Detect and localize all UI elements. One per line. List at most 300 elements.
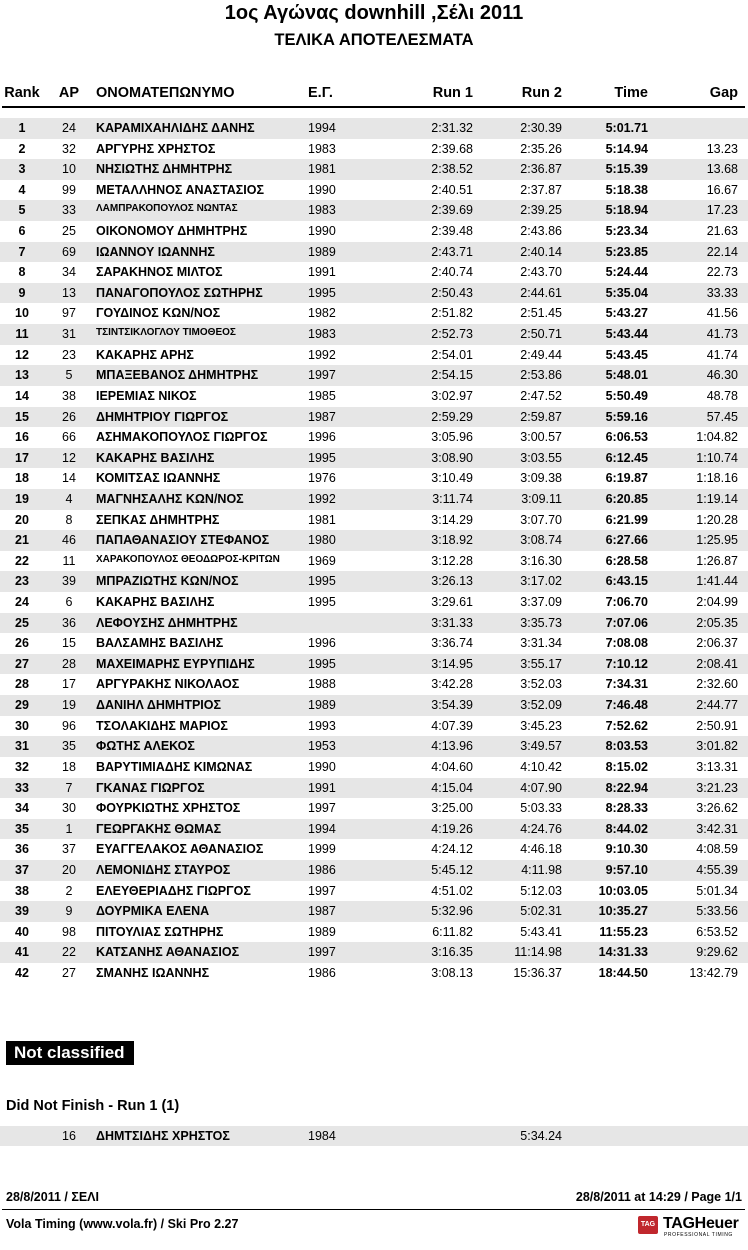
row-ap: 33 xyxy=(62,203,76,218)
row-rank: 6 xyxy=(18,224,26,239)
row-time: 5:59.16 xyxy=(605,409,648,424)
table-row xyxy=(0,530,748,551)
row-ap: 28 xyxy=(62,656,76,671)
row-rank: 39 xyxy=(15,904,29,919)
row-run2: 2:30.39 xyxy=(520,121,562,135)
row-time: 10:03.05 xyxy=(598,883,648,898)
row-run1: 3:08.90 xyxy=(431,450,473,465)
row-name: ΛΕΜΟΝΙΔΗΣ ΣΤΑΥΡΟΣ xyxy=(96,862,231,877)
row-rank: 29 xyxy=(15,698,29,713)
row-gap: 1:20.28 xyxy=(696,512,738,527)
table-row xyxy=(0,798,748,819)
row-rank: 5 xyxy=(18,203,26,218)
row-run2: 2:37.87 xyxy=(520,182,562,197)
row-ap: 24 xyxy=(62,121,76,135)
row-rank: 32 xyxy=(15,759,29,774)
row-time: 6:21.99 xyxy=(605,512,648,527)
row-run2: 3:55.17 xyxy=(520,656,562,671)
row-time: 6:27.66 xyxy=(605,533,648,548)
row-eg: 1987 xyxy=(308,409,336,424)
row-gap: 3:01.82 xyxy=(696,739,738,754)
table-row xyxy=(0,592,748,613)
row-gap: 6:53.52 xyxy=(696,924,738,939)
row-rank: 16 xyxy=(15,430,29,445)
row-run1: 3:31.33 xyxy=(431,615,473,630)
row-gap: 13.23 xyxy=(706,141,738,156)
row-run2: 2:47.52 xyxy=(520,388,562,403)
row-name: ΧΑΡΑΚΟΠΟΥΛΟΣ ΘΕΟΔΩΡΟΣ-ΚΡΙΤΩΝ xyxy=(96,553,280,565)
row-ap: 46 xyxy=(62,533,76,548)
row-name: ΜΑΧΕΙΜΑΡΗΣ ΕΥΡΥΠΙΔΗΣ xyxy=(96,656,255,671)
row-eg: 1989 xyxy=(308,698,336,713)
row-time: 5:43.27 xyxy=(605,306,648,321)
logo-subtext: PROFESSIONAL TIMING xyxy=(664,1232,733,1238)
row-run2: 3:35.73 xyxy=(520,615,562,630)
row-run2: 3:45.23 xyxy=(520,718,562,733)
row-name: ΝΗΣΙΩΤΗΣ ΔΗΜΗΤΡΗΣ xyxy=(96,162,233,177)
row-ap: 5 xyxy=(65,368,73,383)
row-rank: 10 xyxy=(15,306,29,321)
table-row xyxy=(0,963,748,984)
row-run2: 3:09.38 xyxy=(520,471,562,486)
dnf-ap: 16 xyxy=(62,1129,76,1143)
row-gap: 3:21.23 xyxy=(696,780,738,795)
row-run2: 3:52.03 xyxy=(520,677,562,692)
row-gap: 3:26.62 xyxy=(696,801,738,816)
row-gap: 46.30 xyxy=(706,368,738,383)
row-rank: 22 xyxy=(15,553,29,568)
row-time: 14:31.33 xyxy=(598,945,648,960)
table-row xyxy=(0,262,748,283)
row-time: 5:15.39 xyxy=(605,162,648,177)
row-time: 5:18.94 xyxy=(605,203,648,218)
row-run2: 4:46.18 xyxy=(520,842,562,857)
row-gap: 1:26.87 xyxy=(696,553,738,568)
row-time: 11:55.23 xyxy=(599,924,648,939)
row-name: ΚΑΚΑΡΗΣ ΒΑΣΙΛΗΣ xyxy=(96,595,215,610)
row-eg: 1994 xyxy=(308,121,336,135)
row-eg: 1969 xyxy=(308,553,336,568)
page-subtitle: ΤΕΛΙΚΑ ΑΠΟΤΕΛΕΣΜΑΤΑ xyxy=(274,31,474,49)
row-rank: 13 xyxy=(15,368,29,383)
row-run1: 3:02.97 xyxy=(431,388,473,403)
row-gap: 4:08.59 xyxy=(696,842,738,857)
dnf-row xyxy=(0,1126,748,1146)
row-run1: 2:39.68 xyxy=(431,141,473,156)
row-name: ΔΗΜΗΤΡΙΟΥ ΓΙΩΡΓΟΣ xyxy=(96,409,229,424)
row-time: 6:20.85 xyxy=(605,491,648,506)
table-row xyxy=(0,922,748,943)
row-eg: 1999 xyxy=(308,842,336,857)
row-eg: 1986 xyxy=(308,862,336,877)
row-run2: 3:49.57 xyxy=(520,739,562,754)
row-rank: 18 xyxy=(15,471,29,486)
table-row xyxy=(0,200,748,221)
row-run1: 5:45.12 xyxy=(431,862,473,877)
row-eg: 1980 xyxy=(308,533,336,548)
row-name: ΒΑΡΥΤΙΜΙΑΔΗΣ ΚΙΜΩΝΑΣ xyxy=(96,759,253,774)
row-ap: 22 xyxy=(62,945,76,960)
row-run2: 2:44.61 xyxy=(520,285,562,300)
row-gap: 2:32.60 xyxy=(696,677,738,692)
row-ap: 12 xyxy=(62,450,76,465)
row-gap: 2:05.35 xyxy=(696,615,738,630)
row-run1: 3:11.74 xyxy=(432,491,473,506)
row-run1: 3:29.61 xyxy=(431,595,473,610)
row-rank: 30 xyxy=(15,718,29,733)
row-name: ΛΕΦΟΥΣΗΣ ΔΗΜΗΤΡΗΣ xyxy=(96,615,238,630)
row-eg: 1995 xyxy=(308,595,336,610)
row-run1: 3:10.49 xyxy=(431,471,473,486)
row-ap: 98 xyxy=(62,924,76,939)
row-gap: 17.23 xyxy=(706,203,738,218)
row-eg: 1997 xyxy=(308,945,336,960)
row-time: 5:14.94 xyxy=(605,141,648,156)
table-row xyxy=(0,324,748,345)
row-ap: 32 xyxy=(62,141,76,156)
row-gap: 1:25.95 xyxy=(696,533,738,548)
row-run1: 5:32.96 xyxy=(431,904,473,919)
table-row xyxy=(0,468,748,489)
row-run2: 2:51.45 xyxy=(520,306,562,321)
row-run2: 2:49.44 xyxy=(520,347,562,362)
row-eg: 1995 xyxy=(308,574,336,589)
row-rank: 4 xyxy=(18,182,26,197)
row-run1: 2:51.82 xyxy=(431,306,473,321)
row-eg: 1953 xyxy=(308,739,336,754)
row-run1: 3:12.28 xyxy=(431,553,473,568)
row-gap: 1:41.44 xyxy=(696,574,738,589)
col-gap: Gap xyxy=(709,85,738,101)
row-time: 5:24.44 xyxy=(605,265,648,280)
row-run1: 3:26.13 xyxy=(431,574,473,589)
table-row xyxy=(0,510,748,531)
row-gap: 33.33 xyxy=(706,285,738,300)
row-time: 9:57.10 xyxy=(605,862,648,877)
row-rank: 41 xyxy=(15,945,29,960)
col-rank: Rank xyxy=(4,85,40,101)
table-row xyxy=(0,860,748,881)
row-run1: 2:40.74 xyxy=(431,265,473,280)
table-row xyxy=(0,695,748,716)
table-row xyxy=(0,942,748,963)
row-name: ΙΕΡΕΜΙΑΣ ΝΙΚΟΣ xyxy=(96,388,197,403)
row-name: ΒΑΛΣΑΜΗΣ ΒΑΣΙΛΗΣ xyxy=(96,636,224,651)
row-ap: 69 xyxy=(62,244,76,259)
row-run1: 4:13.96 xyxy=(431,739,473,754)
row-ap: 4 xyxy=(65,491,73,506)
row-eg: 1989 xyxy=(308,244,336,259)
row-time: 6:19.87 xyxy=(605,471,648,486)
row-ap: 27 xyxy=(62,965,76,980)
row-name: ΛΑΜΠΡΑΚΟΠΟΥΛΟΣ ΝΩΝΤΑΣ xyxy=(96,203,238,215)
table-row xyxy=(0,901,748,922)
table-row xyxy=(0,345,748,366)
row-time: 8:03.53 xyxy=(605,739,648,754)
row-eg: 1997 xyxy=(308,883,336,898)
row-rank: 7 xyxy=(18,244,26,259)
row-name: ΙΩΑΝΝΟΥ ΙΩΑΝΝΗΣ xyxy=(96,244,215,259)
row-ap: 31 xyxy=(62,327,76,342)
row-ap: 18 xyxy=(62,759,76,774)
row-time: 5:23.34 xyxy=(605,224,648,239)
row-run2: 2:50.71 xyxy=(520,327,562,342)
row-eg: 1990 xyxy=(308,182,336,197)
row-time: 8:15.02 xyxy=(605,759,648,774)
row-rank: 27 xyxy=(15,656,29,671)
row-time: 10:35.27 xyxy=(598,904,648,919)
row-ap: 99 xyxy=(62,182,76,197)
row-eg: 1988 xyxy=(308,677,336,692)
table-row xyxy=(0,881,748,902)
footer-software: Vola Timing (www.vola.fr) / Ski Pro 2.27 xyxy=(6,1217,239,1231)
row-ap: 38 xyxy=(62,388,76,403)
row-gap: 3:13.31 xyxy=(696,759,738,774)
table-row xyxy=(0,386,748,407)
row-run2: 4:07.90 xyxy=(520,780,562,795)
row-run2: 4:24.76 xyxy=(520,821,562,836)
row-name: ΓΚΑΝΑΣ ΓΙΩΡΓΟΣ xyxy=(96,780,205,795)
row-ap: 14 xyxy=(62,471,76,486)
row-eg: 1982 xyxy=(308,306,336,321)
row-run2: 3:08.74 xyxy=(520,533,562,548)
row-rank: 37 xyxy=(15,862,29,877)
row-eg: 1991 xyxy=(308,780,336,795)
row-run1: 2:50.43 xyxy=(431,285,473,300)
footer-divider xyxy=(2,1209,745,1210)
row-run2: 5:12.03 xyxy=(520,883,562,898)
row-ap: 39 xyxy=(62,574,76,589)
table-row xyxy=(0,489,748,510)
footer-date-place: 28/8/2011 / ΣΕΛΙ xyxy=(6,1190,99,1204)
row-name: ΠΙΤΟΥΛΙΑΣ ΣΩΤΗΡΗΣ xyxy=(96,924,224,939)
row-run1: 6:11.82 xyxy=(432,924,473,939)
row-run2: 15:36.37 xyxy=(513,965,562,980)
row-rank: 3 xyxy=(18,162,26,177)
row-ap: 26 xyxy=(62,409,76,424)
row-eg: 1997 xyxy=(308,368,336,383)
row-eg: 1986 xyxy=(308,965,336,980)
table-row xyxy=(0,819,748,840)
row-run1: 2:54.01 xyxy=(431,347,473,362)
row-name: ΑΡΓΥΡΗΣ ΧΡΗΣΤΟΣ xyxy=(96,141,216,156)
row-run1: 3:14.29 xyxy=(431,512,473,527)
row-run2: 4:11.98 xyxy=(521,862,562,877)
row-name: ΑΡΓΥΡΑΚΗΣ ΝΙΚΟΛΑΟΣ xyxy=(96,677,240,692)
table-row xyxy=(0,283,748,304)
table-row xyxy=(0,180,748,201)
row-time: 5:43.45 xyxy=(605,347,648,362)
row-name: ΚΑΡΑΜΙΧΑΗΛΙΔΗΣ ΔΑΝΗΣ xyxy=(96,121,255,135)
row-name: ΑΣΗΜΑΚΟΠΟΥΛΟΣ ΓΙΩΡΓΟΣ xyxy=(96,430,268,445)
row-run2: 3:17.02 xyxy=(520,574,562,589)
row-rank: 26 xyxy=(15,636,29,651)
row-name: ΓΟΥΔΙΝΟΣ ΚΩΝ/ΝΟΣ xyxy=(96,306,221,321)
row-run1: 2:43.71 xyxy=(431,244,473,259)
row-gap: 9:29.62 xyxy=(696,945,738,960)
row-eg: 1992 xyxy=(308,491,336,506)
row-time: 7:52.62 xyxy=(605,718,648,733)
row-eg: 1994 xyxy=(308,821,336,836)
row-eg: 1985 xyxy=(308,388,336,403)
table-row xyxy=(0,674,748,695)
row-gap: 1:10.74 xyxy=(696,450,738,465)
row-name: ΔΑΝΙΗΛ ΔΗΜΗΤΡΙΟΣ xyxy=(96,698,222,713)
row-eg: 1983 xyxy=(308,327,336,342)
row-gap: 13:42.79 xyxy=(689,965,738,980)
row-rank: 11 xyxy=(15,327,29,342)
row-ap: 20 xyxy=(62,862,76,877)
row-run2: 3:31.34 xyxy=(520,636,562,651)
row-ap: 30 xyxy=(62,801,76,816)
row-time: 5:23.85 xyxy=(605,244,648,259)
row-ap: 2 xyxy=(65,883,73,898)
row-run1: 3:05.96 xyxy=(431,430,473,445)
row-name: ΚΟΜΙΤΣΑΣ ΙΩΑΝΝΗΣ xyxy=(96,471,221,486)
row-time: 18:44.50 xyxy=(598,965,648,980)
row-ap: 36 xyxy=(62,615,76,630)
table-row xyxy=(0,757,748,778)
row-run2: 3:37.09 xyxy=(520,595,562,610)
row-gap: 2:04.99 xyxy=(696,595,738,610)
row-rank: 1 xyxy=(18,121,26,135)
row-time: 7:46.48 xyxy=(605,698,648,713)
row-ap: 19 xyxy=(62,698,76,713)
row-time: 7:34.31 xyxy=(605,677,648,692)
row-gap: 13.68 xyxy=(706,162,738,177)
row-gap: 22.14 xyxy=(706,244,738,259)
row-ap: 7 xyxy=(65,780,73,795)
row-rank: 34 xyxy=(15,801,29,816)
row-run1: 4:51.02 xyxy=(431,883,473,898)
row-time: 8:22.94 xyxy=(605,780,648,795)
row-run2: 5:03.33 xyxy=(520,801,562,816)
row-name: ΣΕΠΚΑΣ ΔΗΜΗΤΡΗΣ xyxy=(96,512,220,527)
row-ap: 35 xyxy=(62,739,76,754)
row-name: ΓΕΩΡΓΑΚΗΣ ΘΩΜΑΣ xyxy=(96,821,222,836)
table-row xyxy=(0,303,748,324)
row-run1: 4:15.04 xyxy=(431,780,473,795)
row-ap: 34 xyxy=(62,265,76,280)
row-run1: 4:24.12 xyxy=(431,842,473,857)
row-ap: 10 xyxy=(62,162,76,177)
table-header xyxy=(0,85,748,105)
row-rank: 42 xyxy=(15,965,29,980)
col-eg: Ε.Γ. xyxy=(308,85,333,101)
row-eg: 1995 xyxy=(308,450,336,465)
dnf-run2: 5:34.24 xyxy=(520,1129,562,1143)
header-divider xyxy=(2,106,745,108)
row-name: ΚΑΤΣΑΝΗΣ ΑΘΑΝΑΣΙΟΣ xyxy=(96,945,240,960)
dnf-name: ΔΗΜΤΣΙΔΗΣ ΧΡΗΣΤΟΣ xyxy=(96,1129,230,1143)
row-run1: 3:08.13 xyxy=(431,965,473,980)
row-run2: 4:10.42 xyxy=(520,759,562,774)
row-gap: 57.45 xyxy=(706,409,738,424)
row-name: ΕΛΕΥΘΕΡΙΑΔΗΣ ΓΙΩΡΓΟΣ xyxy=(96,883,251,898)
col-name: ΟΝΟΜΑΤΕΠΩΝΥΜΟ xyxy=(96,85,235,101)
row-name: ΠΑΝΑΓΟΠΟΥΛΟΣ ΣΩΤΗΡΗΣ xyxy=(96,285,263,300)
row-gap: 22.73 xyxy=(706,265,738,280)
row-run1: 4:19.26 xyxy=(431,821,473,836)
row-rank: 14 xyxy=(15,388,29,403)
row-name: ΤΣΟΛΑΚΙΔΗΣ ΜΑΡΙΟΣ xyxy=(96,718,228,733)
row-ap: 96 xyxy=(62,718,76,733)
row-name: ΜΑΓΝΗΣΑΛΗΣ ΚΩΝ/ΝΟΣ xyxy=(96,491,244,506)
row-run1: 3:14.95 xyxy=(431,656,473,671)
row-gap: 2:06.37 xyxy=(696,636,738,651)
table-row xyxy=(0,613,748,634)
row-name: ΤΣΙΝΤΣΙΚΛΟΓΛΟΥ ΤΙΜΟΘΕΟΣ xyxy=(96,327,236,339)
row-run1: 4:04.60 xyxy=(431,759,473,774)
row-run2: 2:35.26 xyxy=(520,141,562,156)
tag-shield-icon: TAG xyxy=(638,1216,658,1234)
row-run2: 3:09.11 xyxy=(521,491,562,506)
row-ap: 1 xyxy=(65,821,73,836)
row-eg: 1983 xyxy=(308,141,336,156)
row-gap: 5:33.56 xyxy=(696,904,738,919)
row-rank: 20 xyxy=(15,512,29,527)
row-run2: 2:53.86 xyxy=(520,368,562,383)
row-name: ΚΑΚΑΡΗΣ ΑΡΗΣ xyxy=(96,347,194,362)
row-rank: 35 xyxy=(15,821,29,836)
table-row xyxy=(0,839,748,860)
row-run2: 2:59.87 xyxy=(520,409,562,424)
row-run1: 2:39.48 xyxy=(431,224,473,239)
row-ap: 9 xyxy=(65,904,73,919)
row-rank: 36 xyxy=(15,842,29,857)
row-eg: 1996 xyxy=(308,636,336,651)
row-name: ΕΥΑΓΓΕΛΑΚΟΣ ΑΘΑΝΑΣΙΟΣ xyxy=(96,842,264,857)
row-ap: 8 xyxy=(65,512,73,527)
row-run2: 2:39.25 xyxy=(520,203,562,218)
row-time: 5:43.44 xyxy=(605,327,648,342)
row-name: ΦΩΤΗΣ ΑΛΕΚΟΣ xyxy=(96,739,195,754)
results-table xyxy=(0,118,748,984)
row-run1: 2:31.32 xyxy=(431,121,473,135)
row-eg: 1976 xyxy=(308,471,336,486)
col-run2: Run 2 xyxy=(521,85,562,101)
row-time: 5:01.71 xyxy=(605,121,648,135)
row-gap: 41.56 xyxy=(706,306,738,321)
row-ap: 97 xyxy=(62,306,76,321)
table-row xyxy=(0,716,748,737)
row-gap: 16.67 xyxy=(706,182,738,197)
row-time: 8:28.33 xyxy=(605,801,648,816)
page-title: 1ος Αγώνας downhill ,Σέλι 2011 xyxy=(224,2,524,24)
row-time: 7:08.08 xyxy=(605,636,648,651)
col-run1: Run 1 xyxy=(432,85,473,101)
row-run1: 2:38.52 xyxy=(431,162,473,177)
row-eg: 1981 xyxy=(308,512,336,527)
col-ap: AP xyxy=(58,85,80,101)
row-gap: 1:18.16 xyxy=(696,471,738,486)
row-run2: 5:02.31 xyxy=(520,904,562,919)
row-name: ΠΑΠΑΘΑΝΑΣΙΟΥ ΣΤΕΦΑΝΟΣ xyxy=(96,533,270,548)
row-name: ΚΑΚΑΡΗΣ ΒΑΣΙΛΗΣ xyxy=(96,450,215,465)
row-rank: 17 xyxy=(15,450,29,465)
row-run2: 2:40.14 xyxy=(520,244,562,259)
row-ap: 15 xyxy=(62,636,76,651)
row-rank: 24 xyxy=(15,595,29,610)
table-row xyxy=(0,139,748,160)
row-rank: 33 xyxy=(15,780,29,795)
row-run2: 3:03.55 xyxy=(520,450,562,465)
row-run1: 2:52.73 xyxy=(431,327,473,342)
row-gap: 21.63 xyxy=(706,224,738,239)
row-time: 5:48.01 xyxy=(605,368,648,383)
row-name: ΜΠΡΑΖΙΩΤΗΣ ΚΩΝ/ΝΟΣ xyxy=(96,574,239,589)
row-run1: 3:42.28 xyxy=(431,677,473,692)
